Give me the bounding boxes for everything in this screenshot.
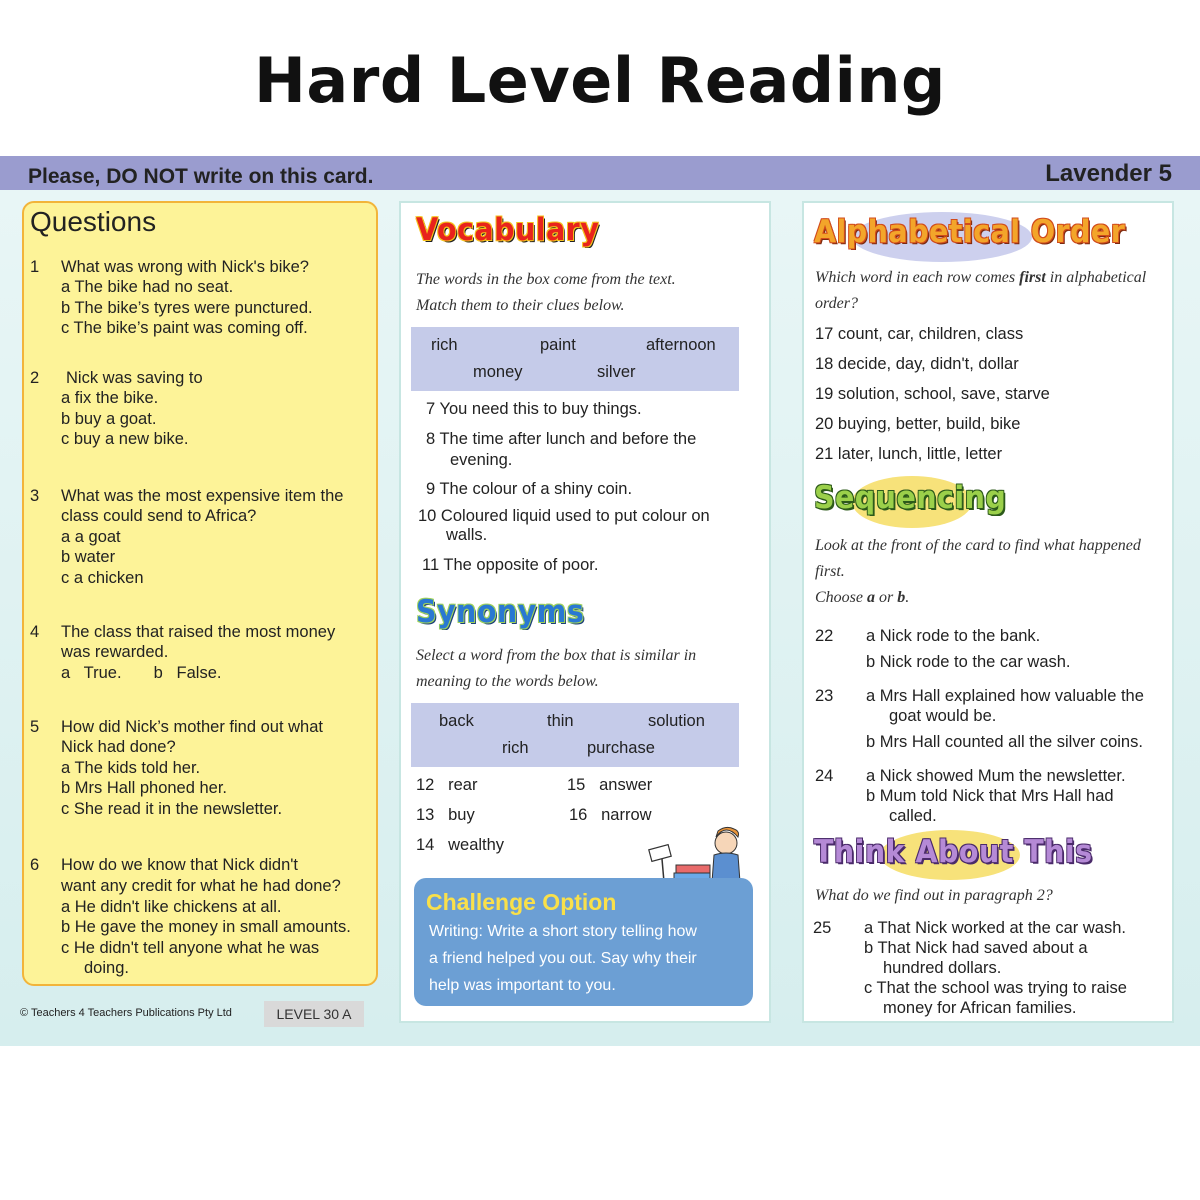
answer-option: hundred dollars. [883, 959, 1002, 977]
question-number: 22 [815, 627, 834, 645]
level-name: Lavender 5 [1045, 160, 1172, 187]
word-box-word: rich [431, 336, 458, 354]
synonym-item: 13 buy [416, 806, 475, 824]
answer-option: c She read it in the newsletter. [61, 800, 283, 818]
alphabetical-item: 17 count, car, children, class [815, 325, 1024, 343]
answer-option: b Nick rode to the car wash. [866, 653, 1071, 671]
copyright-notice: © Teachers 4 Teachers Publications Pty Ltd [20, 1007, 232, 1019]
synonym-item: 14 wealthy [416, 836, 505, 854]
question-text: How do we know that Nick didn't [61, 856, 299, 874]
challenge-text: help was important to you. [429, 977, 616, 994]
synonym-item: 16 narrow [569, 806, 652, 824]
level-code-badge: LEVEL 30 A [264, 1001, 364, 1027]
word-box-word: money [473, 363, 523, 381]
alphabetical-instructions: Which word in each row comes first in alphabetical [815, 269, 1147, 286]
clue-item: 11 The opposite of poor. [422, 556, 599, 574]
question-text: want any credit for what he had done? [61, 877, 341, 895]
question-number: 4 [30, 623, 40, 641]
word-box-word: solution [648, 712, 705, 730]
answer-option: b buy a goat. [61, 410, 157, 428]
word-box-word: silver [597, 363, 636, 381]
clue-item: 10 Coloured liquid used to put colour on [418, 507, 710, 525]
word-box-word: thin [547, 712, 574, 730]
answer-option: b water [61, 548, 116, 566]
answer-option: a fix the bike. [61, 389, 159, 407]
question-text: Nick had done? [61, 738, 176, 756]
answer-option: b The bike’s tyres were punctured. [61, 299, 313, 317]
answer-option: a Mrs Hall explained how valuable the [866, 687, 1144, 705]
question-text: What was wrong with Nick's bike? [61, 258, 309, 276]
synonym-item: 15 answer [567, 776, 653, 794]
answer-option: a The kids told her. [61, 759, 201, 777]
answer-option: a He didn't like chickens at all. [61, 898, 282, 916]
clue-item: walls. [446, 526, 488, 544]
think-heading: Think About This [814, 834, 1093, 870]
vocabulary-instructions: Match them to their clues below. [416, 297, 625, 314]
alphabetical-item: 20 buying, better, build, bike [815, 415, 1021, 433]
answer-option: c He didn't tell anyone what he was [61, 939, 320, 957]
challenge-text: a friend helped you out. Say why their [429, 950, 697, 967]
vocabulary-heading: Vocabulary [416, 212, 600, 248]
page-title: Hard Level Reading [254, 44, 946, 117]
synonyms-heading: Synonyms [416, 594, 585, 630]
answer-option: c The bike’s paint was coming off. [61, 319, 308, 337]
question-number: 1 [30, 258, 40, 276]
question-text: How did Nick’s mother find out what [61, 718, 323, 736]
answer-option: c That the school was trying to raise [864, 979, 1127, 997]
sequencing-heading: Sequencing [814, 480, 1007, 516]
clue-item: 9 The colour of a shiny coin. [426, 480, 633, 498]
word-box-word: paint [540, 336, 576, 354]
alphabetical-item: 18 decide, day, didn't, dollar [815, 355, 1019, 373]
synonyms-instructions: meaning to the words below. [416, 673, 599, 690]
question-text: Nick was saving to [66, 369, 203, 387]
think-instructions: What do we find out in paragraph 2? [815, 887, 1053, 904]
answer-option: a Nick rode to the bank. [866, 627, 1041, 645]
answer-option: b He gave the money in small amounts. [61, 918, 351, 936]
answer-option: money for African families. [883, 999, 1077, 1017]
answer-option: c buy a new bike. [61, 430, 189, 448]
question-number: 6 [30, 856, 40, 874]
synonym-item: 12 rear [416, 776, 478, 794]
answer-option: c a chicken [61, 569, 144, 587]
question-number: 2 [30, 369, 40, 387]
alphabetical-item: 19 solution, school, save, starve [815, 385, 1050, 403]
answer-option: a That Nick worked at the car wash. [864, 919, 1126, 937]
clue-item: 7 You need this to buy things. [426, 400, 642, 418]
sequencing-instructions: first. [815, 563, 845, 580]
synonyms-instructions: Select a word from the box that is similar in [416, 647, 697, 664]
answer-option: goat would be. [889, 707, 997, 725]
word-box-word: afternoon [646, 336, 716, 354]
answer-option: a a goat [61, 528, 121, 546]
question-text: class could send to Africa? [61, 507, 257, 525]
challenge-title: Challenge Option [426, 889, 617, 915]
challenge-text: Writing: Write a short story telling how [429, 923, 697, 940]
answer-option: b That Nick had saved about a [864, 939, 1088, 957]
word-box-word: purchase [587, 739, 655, 757]
questions-heading: Questions [30, 206, 157, 237]
answer-option: doing. [84, 959, 129, 977]
question-text: was rewarded. [61, 643, 169, 661]
answer-option: b Mum told Nick that Mrs Hall had [866, 787, 1114, 805]
vocabulary-instructions: The words in the box come from the text. [416, 271, 676, 288]
answer-option: b Mrs Hall phoned her. [61, 779, 228, 797]
question-number: 5 [30, 718, 40, 736]
alphabetical-instructions: order? [815, 295, 858, 312]
question-number: 25 [813, 919, 832, 937]
sequencing-instructions: Look at the front of the card to find what happened [815, 537, 1141, 554]
question-number: 23 [815, 687, 834, 705]
answer-option: a Nick showed Mum the newsletter. [866, 767, 1126, 785]
clue-item: 8 The time after lunch and before the [426, 430, 697, 448]
question-text: The class that raised the most money [61, 623, 336, 641]
card-notice: Please, DO NOT write on this card. [28, 165, 374, 188]
question-number: 24 [815, 767, 834, 785]
answer-option: b Mrs Hall counted all the silver coins. [866, 733, 1143, 751]
alphabetical-item: 21 later, lunch, little, letter [815, 445, 1003, 463]
sequencing-instructions: Choose a or b. [815, 589, 910, 606]
answer-option: a True. b False. [61, 664, 222, 682]
answer-option: a The bike had no seat. [61, 278, 234, 296]
alphabetical-heading: Alphabetical Order [814, 214, 1126, 250]
word-box-word: back [439, 712, 474, 730]
question-text: What was the most expensive item the [61, 487, 344, 505]
clue-item: evening. [450, 451, 513, 469]
question-number: 3 [30, 487, 40, 505]
word-box-word: rich [502, 739, 529, 757]
answer-option: called. [889, 807, 937, 825]
